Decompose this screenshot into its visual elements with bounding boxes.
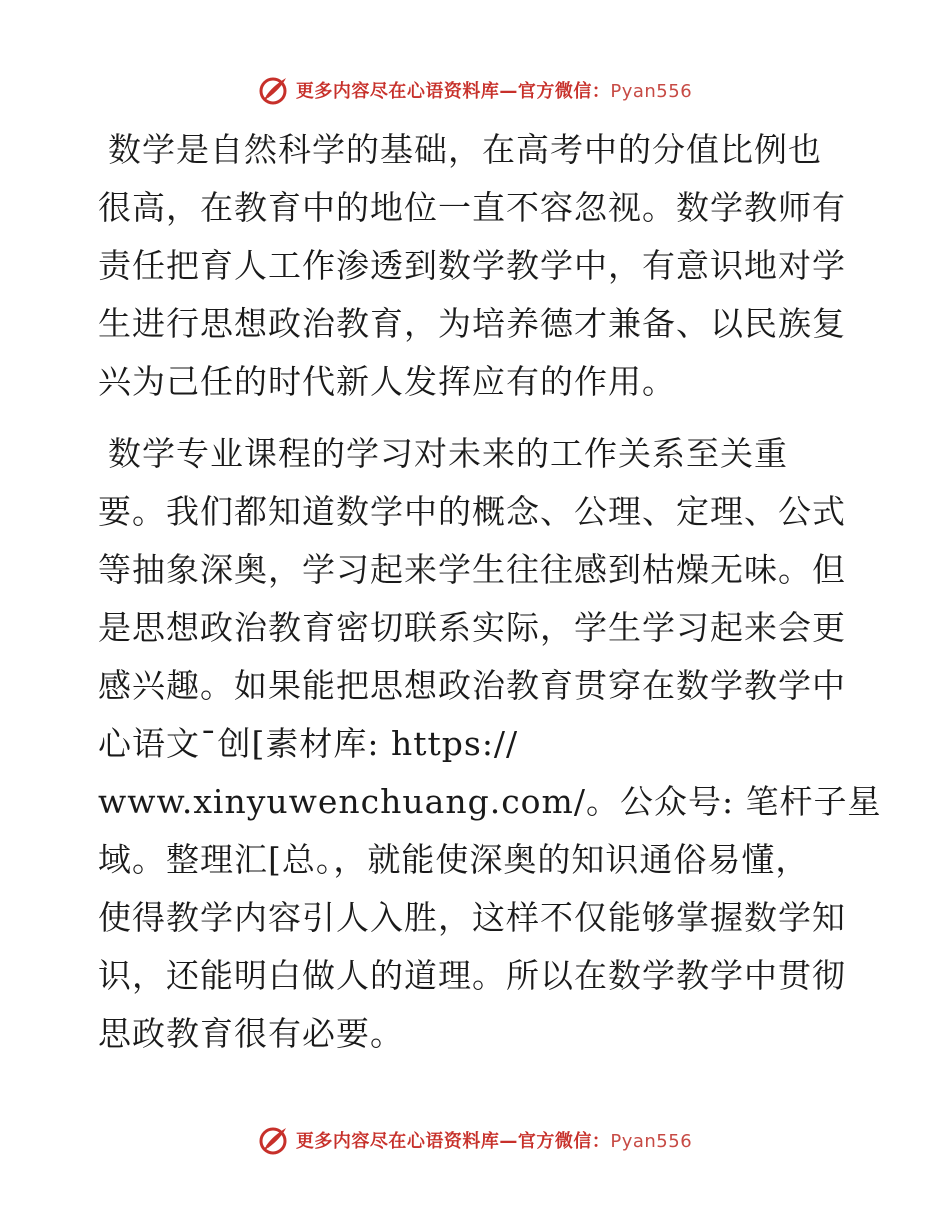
header-banner-text: 更多内容尽在心语资料库—官方微信：Pyan556 bbox=[295, 81, 693, 102]
quill-logo-icon bbox=[258, 74, 290, 106]
paragraph-2 bbox=[98, 432, 882, 1070]
text-line: 域。整理汇[总。，就能使深奥的知识通俗易懂， bbox=[98, 840, 810, 879]
footer-banner bbox=[0, 1120, 950, 1160]
paragraph-1 bbox=[98, 128, 848, 418]
text-line: 思政教育很有必要。 bbox=[98, 1014, 404, 1053]
text-line: 使得教学内容引人入胜，这样不仅能够掌握数学知 bbox=[98, 898, 846, 937]
text-line: 生进行思想政治教育，为培养德才兼备、以民族复 bbox=[98, 304, 846, 343]
document-body bbox=[98, 128, 882, 1070]
text-line: 要。我们都知道数学中的概念、公理、定理、公式 bbox=[98, 492, 846, 531]
text-line: 是思想政治教育密切联系实际，学生学习起来会更 bbox=[98, 608, 846, 647]
text-line: 兴为己任的时代新人发挥应有的作用。 bbox=[98, 362, 676, 401]
text-line: 识，还能明白做人的道理。所以在数学教学中贯彻 bbox=[98, 956, 846, 995]
wechat-id: Pyan556 bbox=[610, 81, 693, 102]
text-line: www.xinyuwenchuang.com/。公众号: 笔杆子星 bbox=[98, 782, 882, 821]
wechat-id: Pyan556 bbox=[610, 1131, 693, 1152]
text-line: 责任把育人工作渗透到数学教学中，有意识地对学 bbox=[98, 246, 846, 285]
text-line: 等抽象深奥，学习起来学生往往感到枯燥无味。但 bbox=[98, 550, 846, 589]
text-line: 很高，在教育中的地位一直不容忽视。数学教师有 bbox=[98, 188, 846, 227]
footer-banner-text: 更多内容尽在心语资料库—官方微信：Pyan556 bbox=[295, 1131, 693, 1152]
text-line: 感兴趣。如果能把思想政治教育贯穿在数学教学中 bbox=[98, 666, 846, 705]
text-line: 数学是自然科学的基础，在高考中的分值比例也 bbox=[108, 130, 822, 169]
text-line: 数学专业课程的学习对未来的工作关系至关重 bbox=[108, 434, 788, 473]
header-banner bbox=[0, 70, 950, 110]
text-line: 心语文¯创[素材库: https:// bbox=[98, 724, 519, 763]
quill-logo-icon bbox=[258, 1124, 290, 1156]
